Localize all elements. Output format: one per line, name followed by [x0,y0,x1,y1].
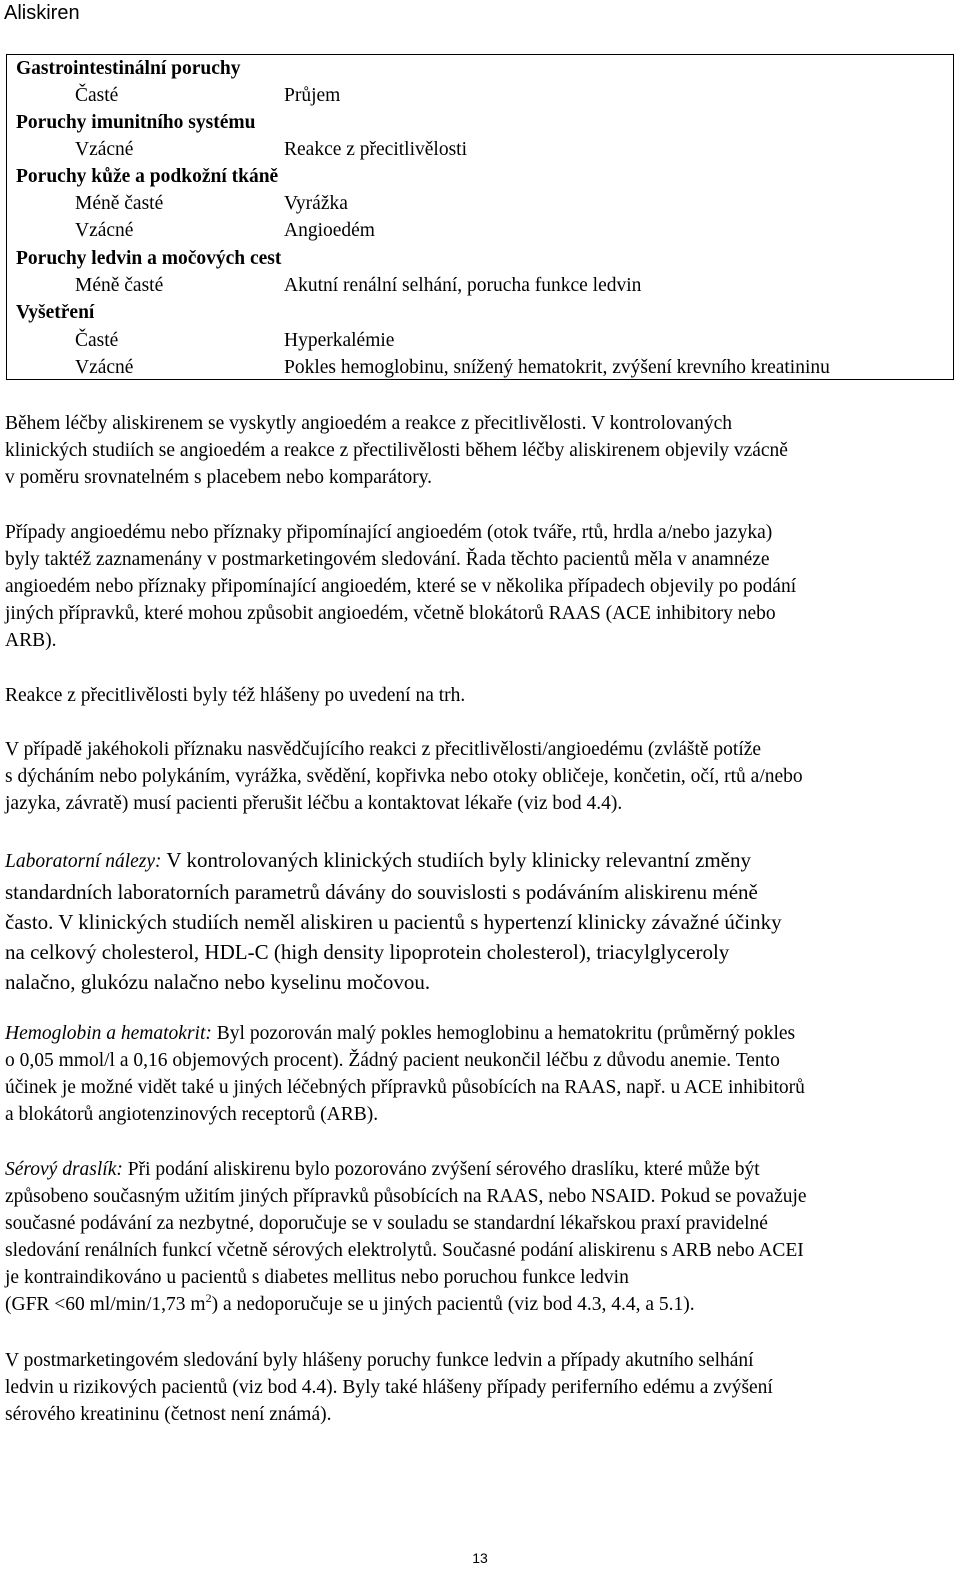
adverse-events-table [6,54,954,380]
text-line: ledvin u rizikových pacientů (viz bod 4.4). Byly také hlášeny případy periferního edému a zvýšení [5,1377,773,1398]
paragraph-patient-instructions [5,736,957,817]
table-row [7,217,953,244]
text-line: současné podávání za nezbytné, doporučuje se v souladu se standardní lékařskou praxí pravidelné [5,1213,768,1234]
text-run: (GFR <60 ml/min/1,73 m [5,1294,206,1315]
paragraph-hemoglobin-hematocrit [5,1020,957,1128]
text-line: sledování renálních funkcí včetně sérových elektrolytů. Současné podání aliskirenu s ARB nebo ACEI [5,1240,804,1261]
paragraph-laboratory-findings [5,845,957,997]
category-label: Gastrointestinální poruchy [16,58,241,79]
text-line: ARB). [5,630,57,651]
text-line: V postmarketingovém sledování byly hlášeny poruchy funkce ledvin a případy akutního selhání [5,1350,754,1371]
table-row [7,82,953,109]
text-line: způsobeno současným užitím jiných přípravků působících na RAAS, nebo NSAID. Pokud se považuje [5,1186,807,1207]
table-category-row [7,299,953,326]
text-line: angioedém nebo příznaky připomínající angioedém, které se v několika případech objevily po podání [5,576,797,597]
effect-cell: Vyrážka [284,193,348,214]
table-row [7,136,953,163]
table-row [7,190,953,217]
frequency-cell: Časté [75,85,119,106]
text-line: o 0,05 mmol/l a 0,16 objemových procent). Žádný pacient neukončil léčbu z důvodu anemie. Tento [5,1050,780,1071]
table-category-row [7,109,953,136]
frequency-cell: Vzácné [75,357,134,378]
frequency-cell: Méně časté [75,275,164,296]
category-label: Poruchy kůže a podkožní tkáně [16,166,279,187]
text-line: sérového kreatininu (četnost není známá). [5,1404,332,1425]
text-line: často. V klinických studiích neměl aliskiren u pacientů s hypertenzí klinicky závažné účinky [5,910,782,934]
category-label: Vyšetření [16,302,95,323]
section-label: Laboratorní nálezy: [5,851,162,872]
table-row [7,354,953,381]
table-row [7,327,953,354]
paragraph-hypersensitivity-reports [5,682,957,709]
effect-cell: Průjem [284,85,341,106]
table-category-row [7,163,953,190]
text-line [5,1291,957,1318]
effect-cell: Reakce z přecitlivělosti [284,139,468,160]
text-line: jiných přípravků, které mohou způsobit angioedém, včetně blokátorů RAAS (ACE inhibitory nebo [5,603,776,624]
effect-cell: Hyperkalémie [284,330,395,351]
effect-cell: Akutní renální selhání, porucha funkce ledvin [284,275,642,296]
text-line: V případě jakéhokoli příznaku nasvědčujícího reakci z přecitlivělosti/angioedému (zvláště potíže [5,739,762,760]
text-line: je kontraindikováno u pacientů s diabetes mellitus nebo poruchou funkce ledvin [5,1267,629,1288]
effect-cell: Pokles hemoglobinu, snížený hematokrit, zvýšení krevního kreatininu [284,357,830,378]
text-line: v poměru srovnatelném s placebem nebo komparátory. [5,467,433,488]
superscript: 2 [205,1291,212,1305]
text-run: Byl pozorován malý pokles hemoglobinu a hematokritu (průměrný pokles [211,1023,796,1044]
text-line: na celkový cholesterol, HDL-C (high density lipoprotein cholesterol), triacylglyceroly [5,940,730,964]
text-line: účinek je možné vidět také u jiných léčebných přípravků působících na RAAS, např. u ACE inhibitorů [5,1077,805,1098]
text-run: ) a nedoporučuje se u jiných pacientů (viz bod 4.3, 4.4, a 5.1). [211,1294,695,1315]
text-line: s dýcháním nebo polykáním, vyrážka, svědění, kopřivka nebo otoky obličeje, končetin, očí, rtů a/nebo [5,766,803,787]
section-label: Sérový draslík: [5,1159,123,1180]
text-line: jazyka, závratě) musí pacienti přerušit léčbu a kontaktovat lékaře (viz bod 4.4). [5,793,623,814]
paragraph-angioedema-postmarketing [5,519,957,654]
page-header-title: Aliskiren [4,2,80,24]
paragraph-hypersensitivity-trials [5,410,957,491]
text-run: Při podání aliskirenu bylo pozorováno zvýšení sérového draslíku, které může být [122,1159,760,1180]
table-category-row [7,245,953,272]
paragraph-renal-postmarketing [5,1347,957,1428]
category-label: Poruchy ledvin a močových cest [16,248,282,269]
text-line: byly taktéž zaznamenány v postmarketingovém sledování. Řada těchto pacientů měla v anamnéze [5,549,770,570]
frequency-cell: Vzácné [75,139,134,160]
effect-cell: Angioedém [284,220,375,241]
text-line: a blokátorů angiotenzinových receptorů (ARB). [5,1104,379,1125]
section-label: Hemoglobin a hematokrit: [5,1023,212,1044]
frequency-cell: Vzácné [75,220,134,241]
text-line: standardních laboratorních parametrů dávány do souvislosti s podáváním aliskirenu méně [5,880,758,904]
paragraph-serum-potassium [5,1156,957,1318]
frequency-cell: Časté [75,330,119,351]
frequency-cell: Méně časté [75,193,164,214]
text-line [5,1156,957,1183]
table-row [7,272,953,299]
text-line [5,1020,957,1047]
text-line [5,845,957,877]
text-line: nalačno, glukózu nalačno nebo kyselinu močovou. [5,970,431,994]
page-number: 13 [472,1550,488,1566]
text-run: V kontrolovaných klinických studiích byly klinicky relevantní změny [161,848,751,872]
text-line: klinických studiích se angioedém a reakce z přectilivělosti během léčby aliskirenem objevily vzácně [5,440,788,461]
category-label: Poruchy imunitního systému [16,112,256,133]
text-line: Reakce z přecitlivělosti byly též hlášeny po uvedení na trh. [5,685,466,706]
text-line: Během léčby aliskirenem se vyskytly angioedém a reakce z přecitlivělosti. V kontrolovaných [5,413,733,434]
table-category-row [7,55,953,82]
text-line: Případy angioedému nebo příznaky připomínající angioedém (otok tváře, rtů, hrdla a/nebo jazyka) [5,522,773,543]
